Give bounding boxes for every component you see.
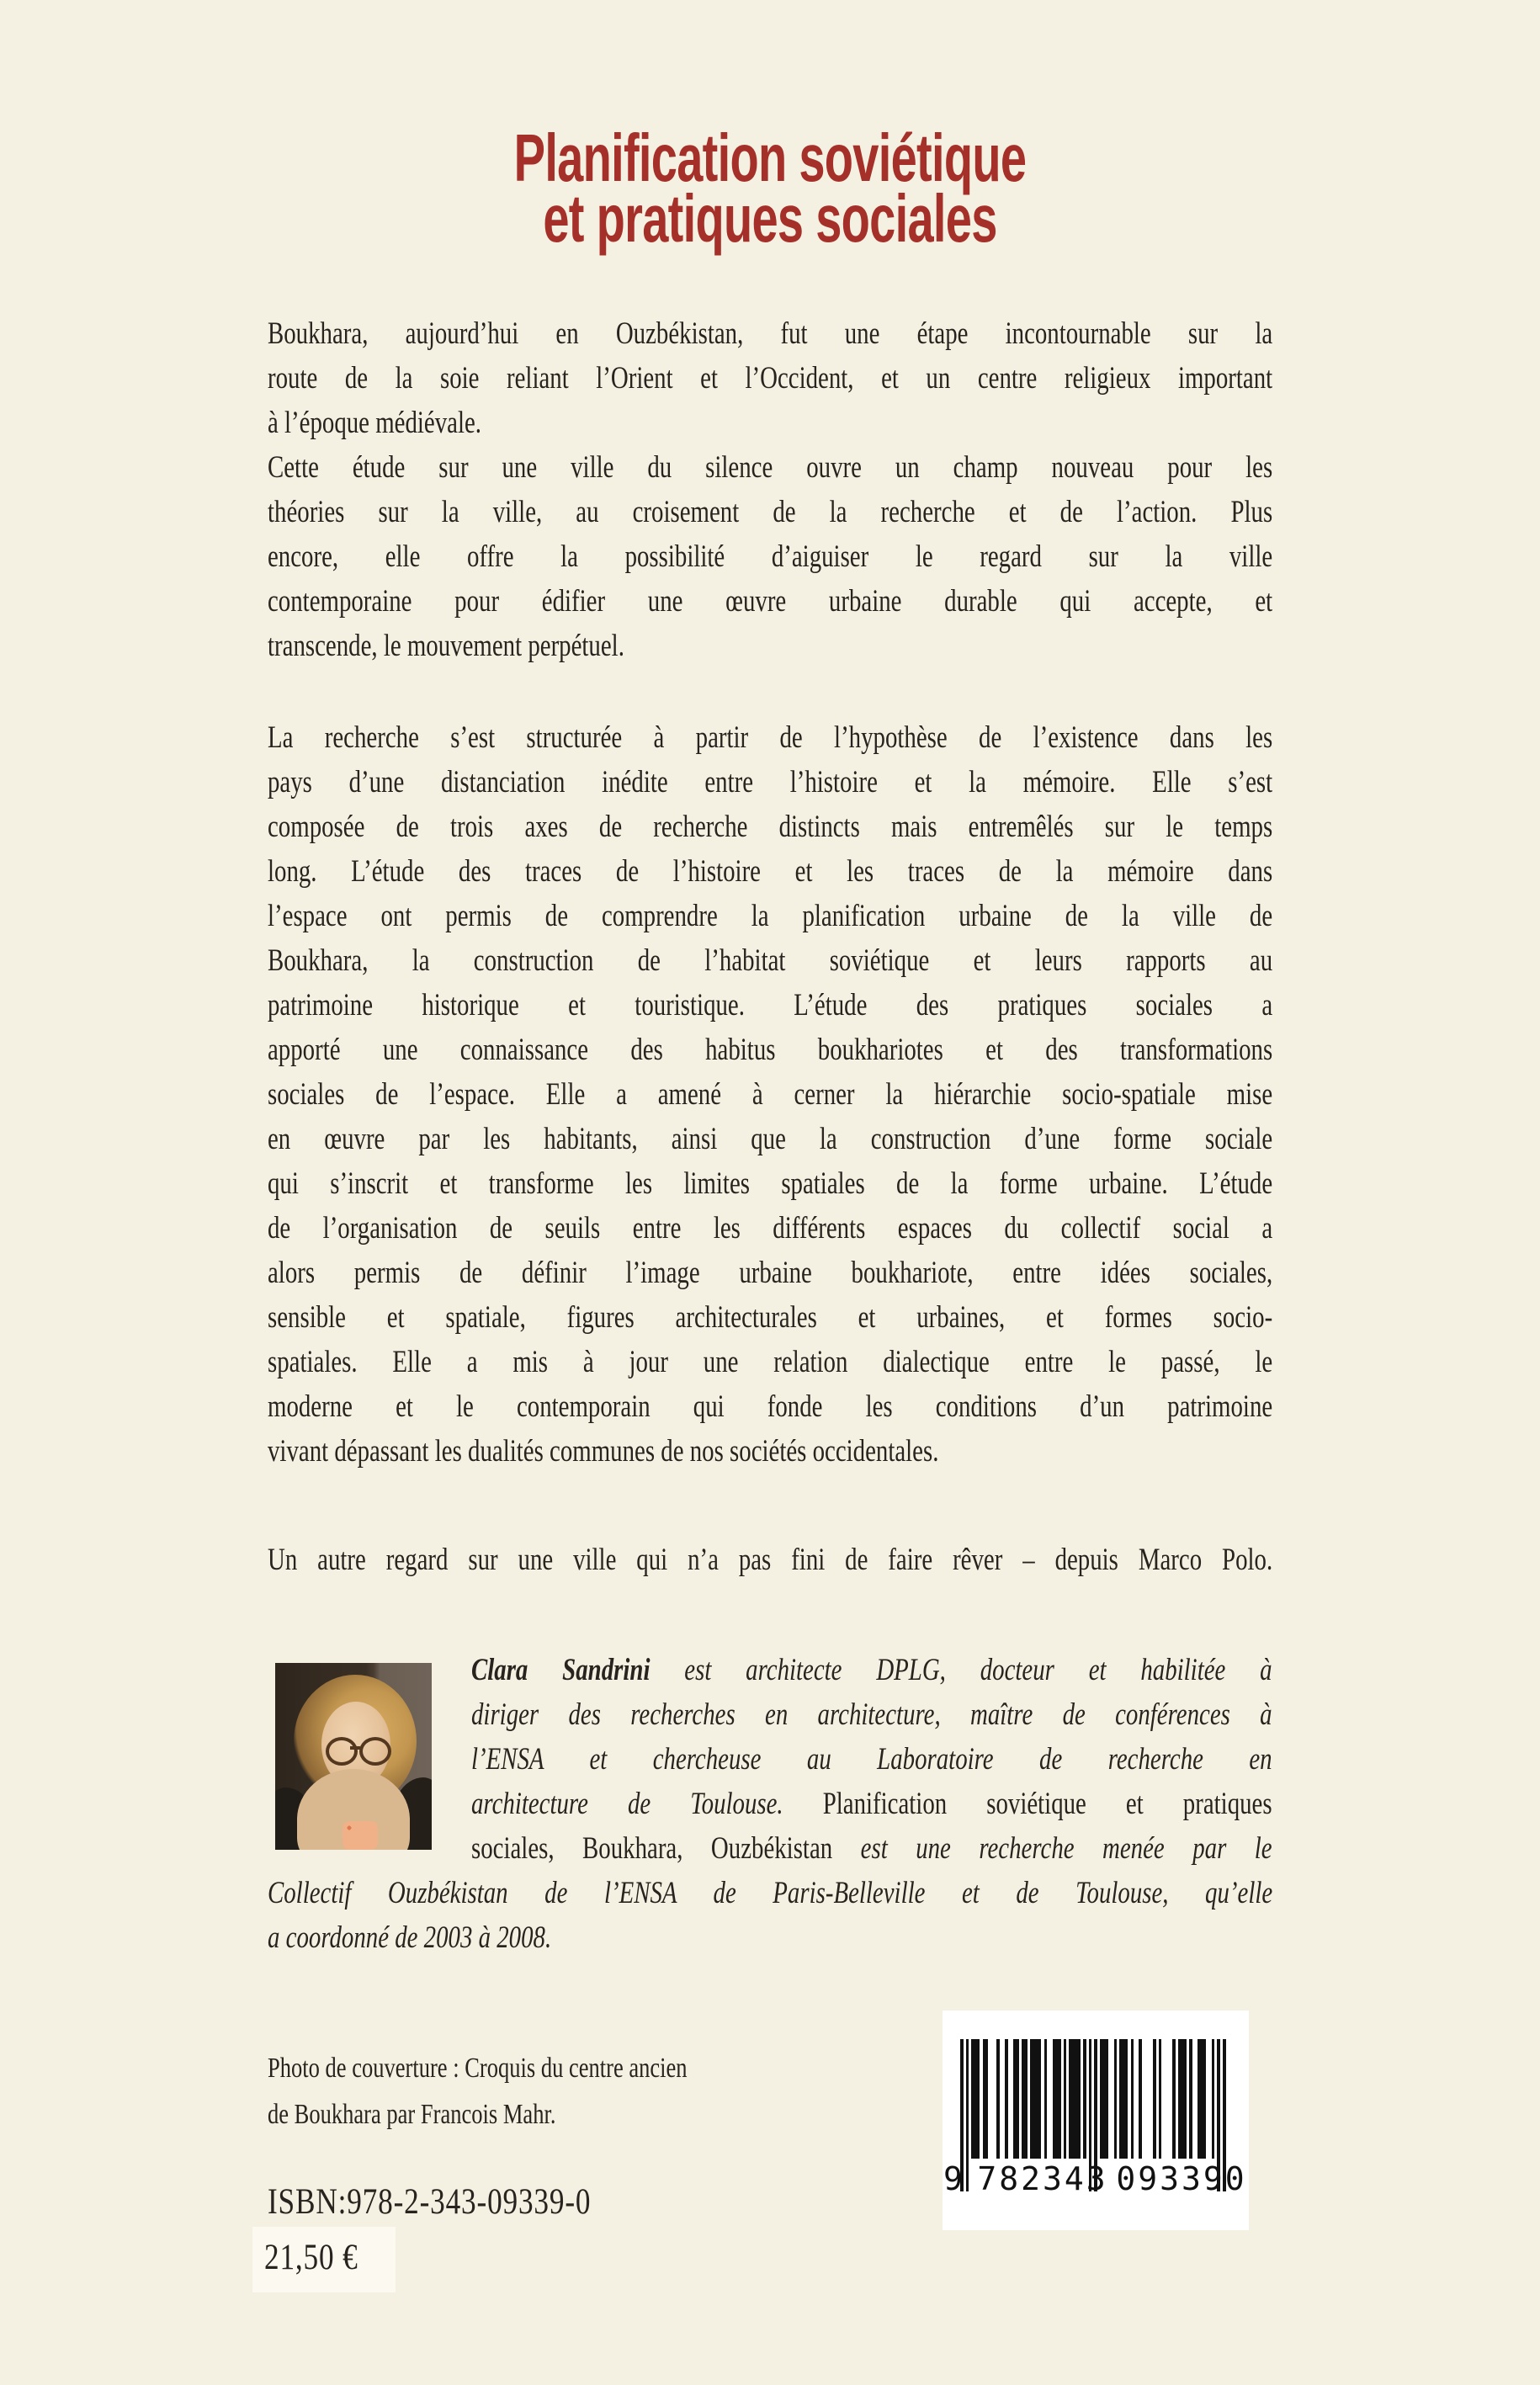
text-line: long. L’étude des traces de l’histoire et les traces de la mémoire dans [268, 854, 1273, 889]
barcode-digits-right: 093390 [1116, 2160, 1247, 2197]
barcode-bar [1189, 2039, 1192, 2159]
research-paragraph [268, 715, 1272, 1474]
text-line: route de la soie reliant l’Orient et l’Occident, et un centre religieux important [268, 361, 1273, 396]
text-line: qui s’inscrit et transforme les limites spatiales de la forme urbaine. L’étude [268, 1166, 1273, 1201]
barcode-bar [1064, 2039, 1067, 2159]
author-bio-indented-lines [471, 1648, 1272, 1871]
author-bio-full-width [268, 1871, 1272, 1960]
barcode-bar [1114, 2039, 1118, 2159]
text-line: à l’époque médiévale. [268, 406, 482, 440]
text-line: encore, elle offre la possibilité d’aiguiser le regard sur la ville [268, 539, 1273, 574]
author-photo-glasses-right [359, 1737, 391, 1766]
barcode-bar [977, 2039, 980, 2159]
text-segment: est architecte DPLG, docteur et habilitée à [684, 1653, 1272, 1687]
synopsis-paragraph-2 [268, 445, 1272, 668]
book-title [231, 120, 1309, 256]
text-line: en œuvre par les habitants, ainsi que la construction d’une forme sociale [268, 1122, 1273, 1156]
barcode-digit-first: 9 [943, 2160, 963, 2197]
barcode-bar [1083, 2039, 1086, 2159]
barcode-bar [1139, 2039, 1142, 2159]
barcode-digits [943, 2159, 1249, 2201]
text-line [268, 1871, 1272, 1915]
barcode-bar [1212, 2039, 1215, 2159]
text-line: Boukhara, la construction de l’habitat soviétique et leurs rapports au [268, 943, 1273, 978]
barcode [943, 2011, 1249, 2230]
barcode-bar [1159, 2039, 1162, 2159]
barcode-bar [985, 2039, 989, 2159]
barcode-bar [1131, 2039, 1134, 2159]
text-line: alors permis de définir l’image urbaine boukhariote, entre idées sociales, [268, 1256, 1273, 1290]
text-segment: sociales, Boukhara, Ouzbékistan [471, 1831, 861, 1866]
tagline-line: Un autre regard sur une ville qui n’a pas fini de faire rêver – depuis Marco Polo. [268, 1543, 1273, 1577]
barcode-bar [1106, 2039, 1109, 2159]
text-segment: architecture de Toulouse. [471, 1787, 823, 1821]
text-line: Boukhara, aujourd’hui en Ouzbékistan, fut une étape incontournable sur la [268, 316, 1273, 351]
barcode-bar [1024, 2039, 1028, 2159]
cover-photo-credit-line-2: de Boukhara par Francois Mahr. [268, 2099, 556, 2130]
text-segment: diriger des recherches en architecture, maître de conférences à [471, 1697, 1272, 1732]
text-line [471, 1782, 1272, 1826]
text-line: vivant dépassant les dualités communes de nos sociétés occidentales. [268, 1434, 939, 1469]
text-segment: a coordonné de 2003 à 2008. [268, 1920, 552, 1955]
barcode-bar [1172, 2039, 1176, 2159]
barcode-bar [1016, 2039, 1019, 2159]
author-photo-glasses-left [326, 1737, 358, 1766]
price: 21,50 € [264, 2238, 358, 2277]
author-bio-beside-photo [471, 1648, 1272, 1871]
text-line [471, 1737, 1272, 1782]
text-segment: l’ENSA et chercheuse au Laboratoire de recherche en [471, 1742, 1272, 1777]
text-line: transcende, le mouvement perpétuel. [268, 629, 624, 663]
text-line: apporté une connaissance des habitus boukhariotes et des transformations [268, 1033, 1273, 1067]
text-line: Cette étude sur une ville du silence ouvre un champ nouveau pour les [268, 450, 1273, 485]
tagline [268, 1538, 1272, 1582]
cover-photo-credit-line-1: Photo de couverture : Croquis du centre ancien [268, 2053, 688, 2084]
text-line: pays d’une distanciation inédite entre l’histoire et la mémoire. Elle s’est [268, 765, 1273, 799]
cover-photo-credit [268, 2045, 688, 2138]
author-photo-shirt [343, 1821, 378, 1850]
text-line: théories sur la ville, au croisement de la recherche et de l’action. Plus [268, 495, 1273, 529]
isbn-line: ISBN:978-2-343-09339-0 [268, 2182, 592, 2222]
synopsis-paragraphs-1-2 [268, 311, 1272, 668]
author-photo-glasses-bridge [350, 1746, 360, 1750]
text-line: moderne et le contemporain qui fonde les conditions d’un patrimoine [268, 1389, 1273, 1424]
text-line [268, 1915, 1272, 1960]
barcode-bar [1203, 2039, 1207, 2159]
barcode-bar [1077, 2039, 1081, 2159]
text-segment: est une recherche menée par le [860, 1831, 1272, 1866]
barcode-bar [996, 2039, 1000, 2159]
barcode-bar [1005, 2039, 1008, 2159]
barcode-bar [1038, 2039, 1042, 2159]
barcode-bar [1044, 2039, 1048, 2159]
barcode-bar [1058, 2039, 1061, 2159]
book-title-line-1: Planification soviétique [513, 120, 1027, 195]
synopsis-paragraph-1 [268, 311, 1272, 445]
text-line [471, 1692, 1272, 1737]
text-line: contemporaine pour édifier une œuvre urbaine durable qui accepte, et [268, 584, 1273, 619]
text-line [471, 1826, 1272, 1871]
text-line: de l’organisation de seuils entre les différents espaces du collectif social a [268, 1211, 1273, 1246]
book-title-line-2: et pratiques sociales [543, 181, 997, 256]
text-segment: Collectif Ouzbékistan de l’ENSA de Paris-Belleville et de Toulouse, qu’elle [268, 1876, 1273, 1910]
barcode-bar [1125, 2039, 1128, 2159]
text-segment: Clara Sandrini [471, 1653, 685, 1687]
text-segment: Planification soviétique et pratiques [822, 1787, 1272, 1821]
text-line: La recherche s’est structurée à partir de l’hypothèse de l’existence dans les [268, 720, 1273, 755]
text-line: patrimoine historique et touristique. L’étude des pratiques sociales a [268, 988, 1273, 1023]
text-line [471, 1648, 1272, 1692]
text-line: composée de trois axes de recherche distincts mais entremêlés sur le temps [268, 810, 1273, 844]
text-line: sensible et spatiale, figures architecturales et urbaines, et formes socio- [268, 1300, 1273, 1335]
barcode-bar [1184, 2039, 1187, 2159]
barcode-bar [1153, 2039, 1156, 2159]
text-line: l’espace ont permis de comprendre la planification urbaine de la ville de [268, 899, 1273, 933]
text-line: spatiales. Elle a mis à jour une relation dialectique entre le passé, le [268, 1345, 1273, 1379]
author-bio-full-lines [268, 1871, 1272, 1960]
research-paragraph-lines [268, 715, 1272, 1474]
barcode-digits-left: 782343 [977, 2160, 1108, 2197]
author-photo [275, 1663, 432, 1850]
text-line: sociales de l’espace. Elle a amené à cerner la hiérarchie socio-spatiale mise [268, 1077, 1273, 1112]
